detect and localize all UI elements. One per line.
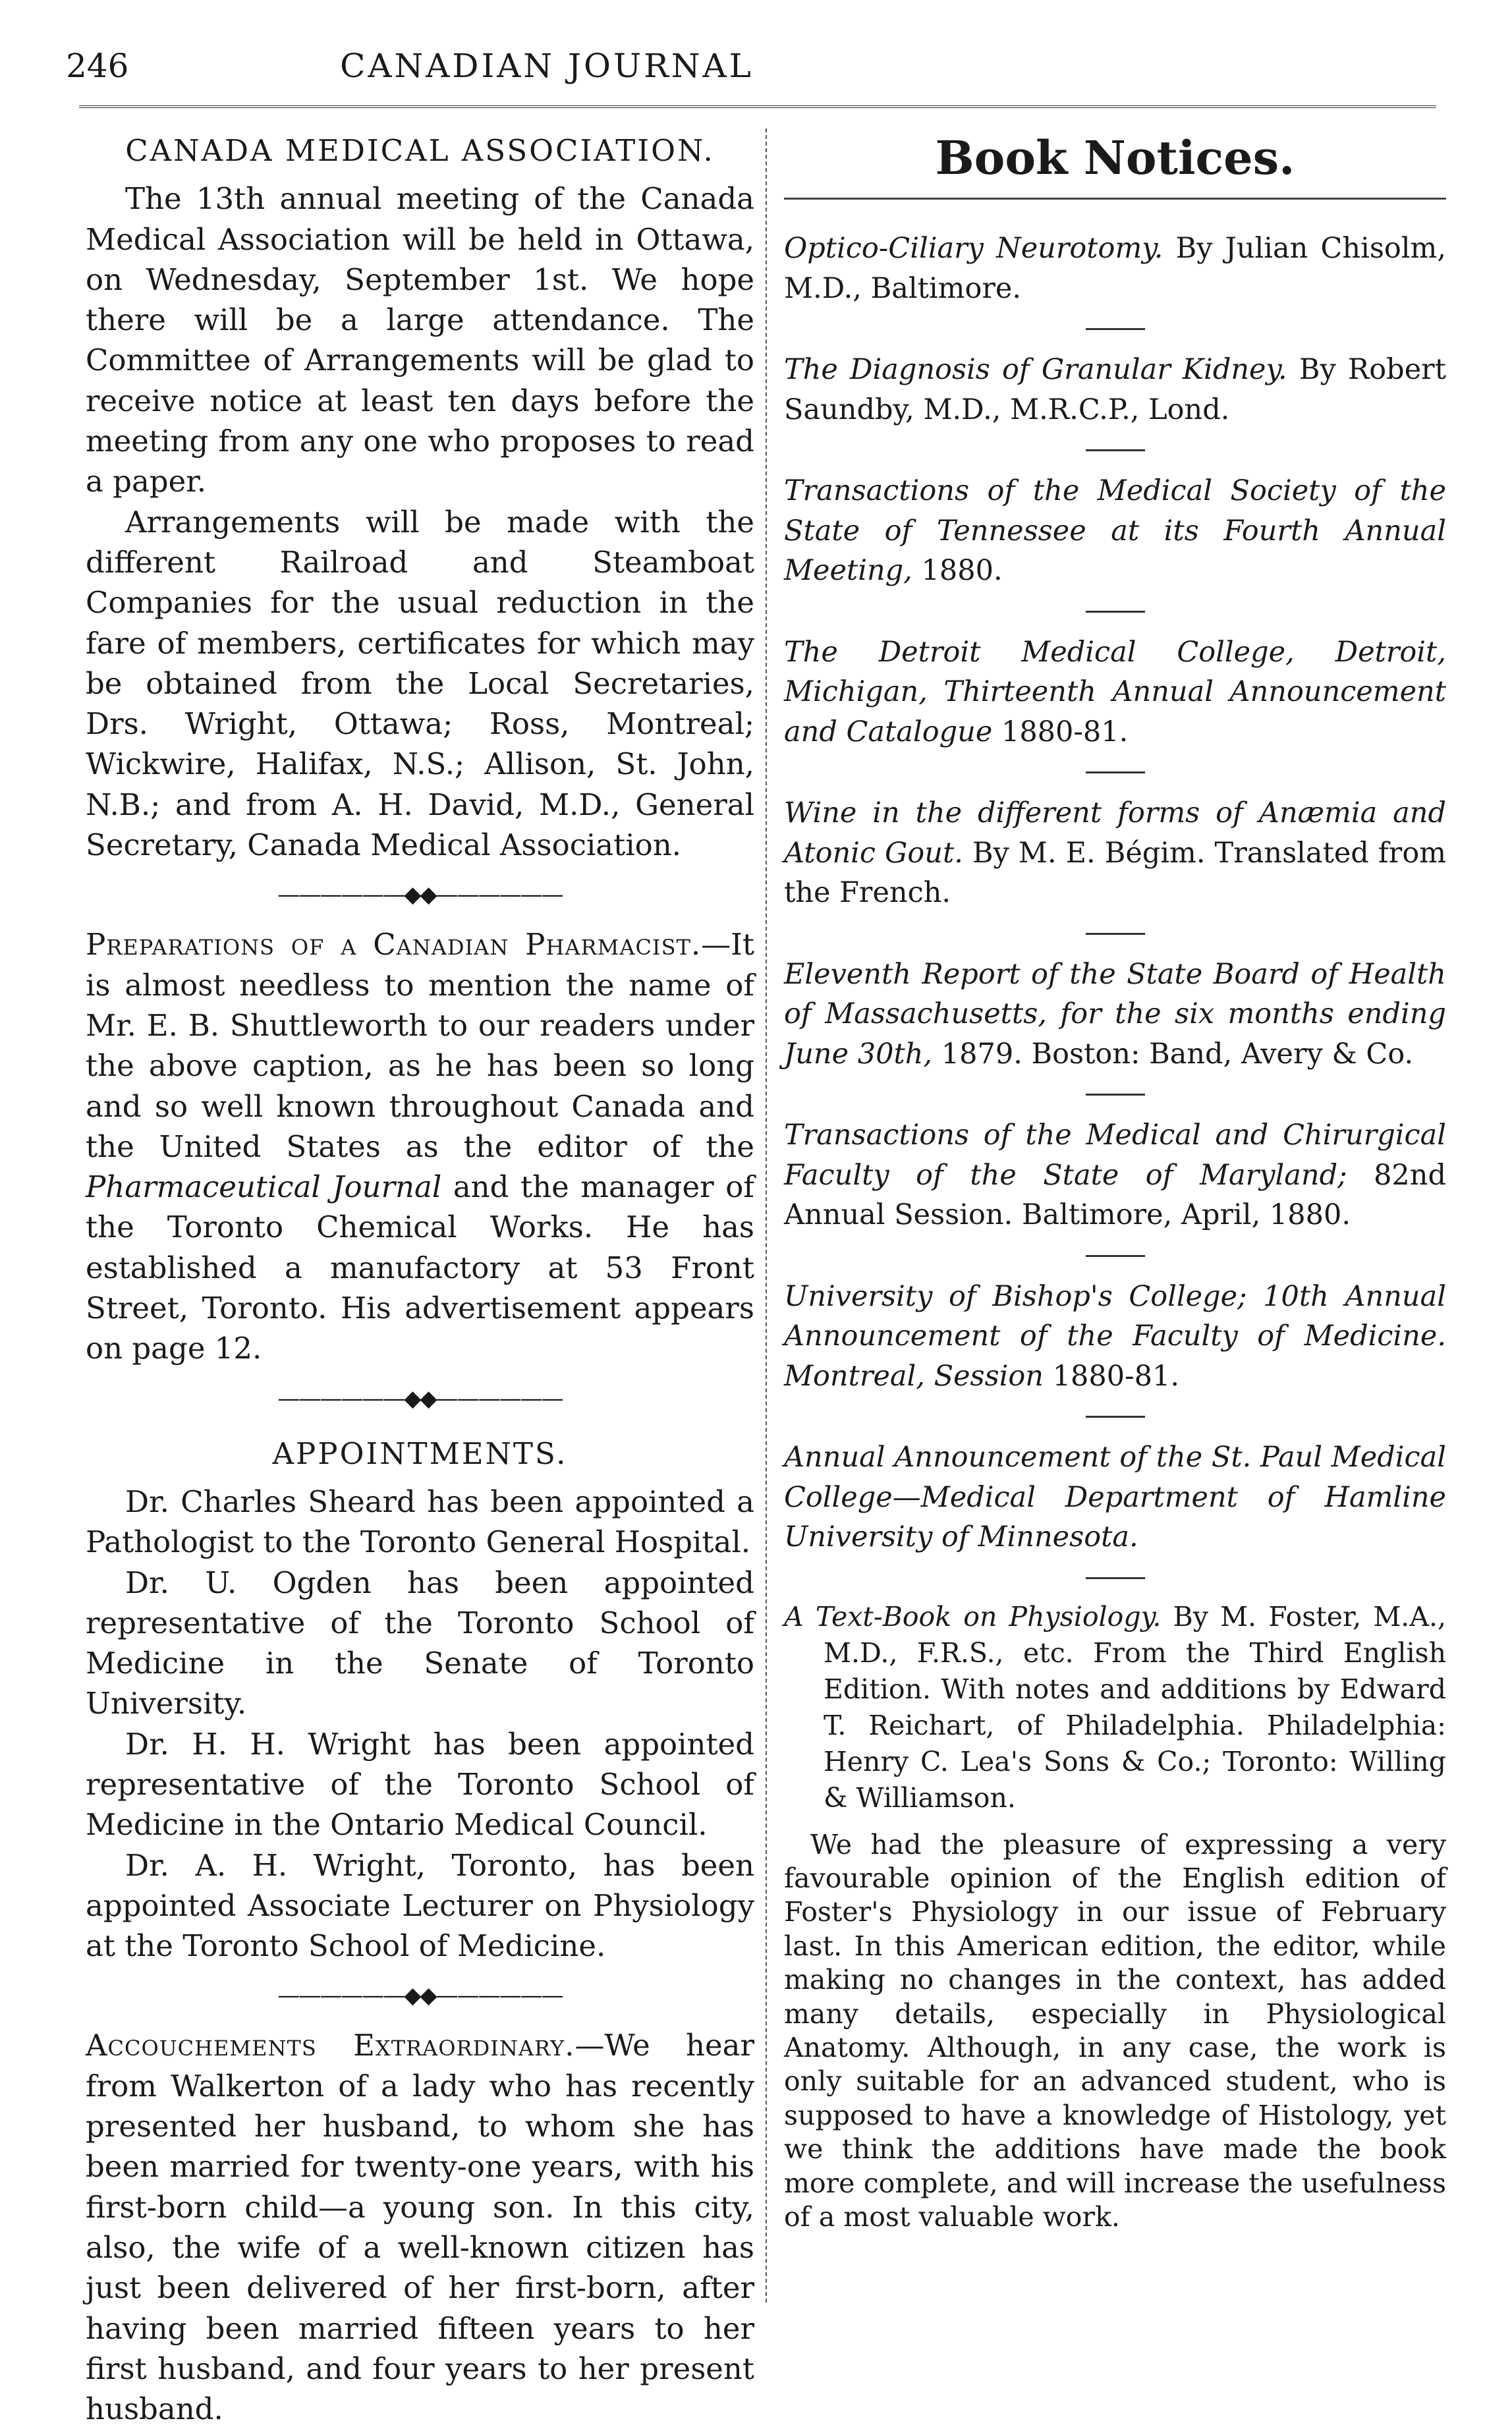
notice-title: The Diagnosis of Granular Kidney. xyxy=(784,353,1287,386)
notice-separator xyxy=(1086,1094,1145,1096)
book-notice xyxy=(784,1438,1446,1557)
accouchements-text: —We hear from Walkerton of a lady who has recently presented her husband, to whom she has been married for twenty-one years, with his first-born child—a young son. In this city, also, the wife of a well-known citizen has just been delivered of her first-born, after having been married fifteen years to her first husband, and four years to her present husband. xyxy=(86,2028,754,2427)
appointment-item: Dr. A. H. Wright, Toronto, has been appointed Associate Lecturer on Physiology at the Toronto School of Medicine. xyxy=(86,1847,754,1964)
book-notice xyxy=(784,793,1446,913)
pharmacist-article xyxy=(86,924,754,1368)
accouchements-title: Accouchements Extraordinary. xyxy=(86,2028,575,2063)
appointments-heading: APPOINTMENTS. xyxy=(272,1436,568,1471)
book-notice xyxy=(784,350,1446,430)
foster-details: By M. Foster, M.A., M.D., F.R.S., etc. From the Third English Edition. With notes and additions by Edward T. Reichart, of Philadelphia. Philadelphia: Henry C. Lea's Sons & Co.; Toronto: Willing & Williamson. xyxy=(824,1600,1447,1814)
notice-separator xyxy=(1086,933,1145,935)
appointment-item: Dr. Charles Sheard has been appointed a Pathologist to the Toronto General Hospital. xyxy=(86,1484,754,1560)
pharmacist-text-2: and the manager of the Toronto Chemical Works. He has established a manufactory at 53 Front Street, Toronto. His advertisement appears on page 12. xyxy=(86,1169,754,1366)
notice-separator xyxy=(1086,328,1145,330)
running-head xyxy=(66,40,1443,92)
book-notice xyxy=(784,632,1446,752)
header-rule xyxy=(79,105,1436,108)
notice-details: By Robert Saundby, M.D., M.R.C.P., Lond. xyxy=(784,353,1446,426)
notice-separator xyxy=(1086,449,1145,451)
section-ornament: ——————◆◆—————— xyxy=(277,1385,563,1412)
accouchements-article xyxy=(86,2025,754,2429)
book-notice xyxy=(784,1277,1446,1397)
foster-review: We had the pleasure of expressing a very favourable opinion of the English edition of Foster's Physiology in our issue of February last. In this American edition, the editor, while making no changes in the context, has added many details, especially in Physiological Anatomy. Although, in any case, the work is only suitable for an advanced student, who is supposed to have a knowledge of Histology, yet we think the additions have made the book more complete, and will increase the usefulness of a most valuable work. xyxy=(784,1828,1446,2233)
book-notice xyxy=(784,955,1446,1075)
book-notices-heading: Book Notices. xyxy=(935,130,1295,185)
book-notice xyxy=(784,471,1446,591)
notice-details: By Julian Chisolm, M.D., Baltimore. xyxy=(784,232,1446,305)
section-ornament: ——————◆◆—————— xyxy=(277,881,563,908)
notice-separator xyxy=(1086,611,1145,613)
notice-title: Eleventh Report of the State Board of Health of Massachusetts, for the six months ending June 30th, xyxy=(784,957,1446,1071)
notice-details: 1880-81. xyxy=(992,715,1129,748)
notice-details: 82nd Annual Session. Baltimore, April, 1880. xyxy=(784,1158,1447,1231)
notice-separator xyxy=(1086,1416,1145,1418)
notice-separator xyxy=(1086,771,1145,773)
section-ornament: ——————◆◆—————— xyxy=(277,1982,563,2009)
notice-title: Transactions of the Medical Society of the State of Tennessee at its Fourth Annual Meeting, xyxy=(784,474,1446,587)
right-column xyxy=(784,125,1446,2234)
notice-details: 1879. Boston: Band, Avery & Co. xyxy=(932,1037,1414,1071)
notice-separator xyxy=(1086,1255,1145,1257)
notice-details: By M. E. Bégim. Translated from the French. xyxy=(784,836,1446,909)
foster-notice xyxy=(784,1599,1446,1816)
appointment-item: Dr. U. Ogden has been appointed representative of the Toronto School of Medicine in the Senate of Toronto University. xyxy=(86,1565,754,1721)
notice-title: Transactions of the Medical and Chirurgical Faculty of the State of Maryland; xyxy=(784,1119,1446,1192)
notice-details: 1880-81. xyxy=(1044,1359,1180,1393)
notice-title: Annual Announcement of the St. Paul Medical College—Medical Department of Hamline University of Minnesota. xyxy=(784,1441,1446,1553)
cma-paragraph-1: The 13th annual meeting of the Canada Medical Association will be held in Ottawa, on Wednesday, September 1st. We hope there will be a large attendance. The Committee of Arrangements will be glad to receive notice at least ten days before the meeting from any one who proposes to read a paper. xyxy=(86,181,754,499)
foster-title: A Text-Book on Physiology. xyxy=(784,1600,1162,1633)
appointment-item: Dr. H. H. Wright has been appointed representative of the Toronto School of Medicine in the Ontario Medical Council. xyxy=(86,1726,754,1843)
pharmacist-title: Preparations of a Canadian Pharmacist. xyxy=(86,927,702,963)
notice-title: Wine in the different forms of Anæmia and Atonic Gout. xyxy=(784,796,1446,870)
page-number: 246 xyxy=(66,47,129,85)
notice-title: The Detroit Medical College, Detroit, Michigan, Thirteenth Annual Announcement and Catalogue xyxy=(784,635,1446,748)
heading-rule xyxy=(784,198,1446,200)
book-notice xyxy=(784,229,1446,308)
left-column xyxy=(86,125,754,2429)
notice-title: Optico-Ciliary Neurotomy. xyxy=(784,232,1163,265)
notice-title: University of Bishop's College; 10th Annual Announcement of the Faculty of Medicine. Montreal, Session xyxy=(784,1279,1446,1393)
pharmacist-journal-name: Pharmaceutical Journal xyxy=(86,1169,442,1205)
notice-details: 1880. xyxy=(912,554,1003,587)
journal-title: CANADIAN JOURNAL xyxy=(340,47,754,85)
book-notice xyxy=(784,1115,1446,1235)
pharmacist-text-1: —It is almost needless to mention the name of Mr. E. B. Shuttleworth to our readers under the above caption, as he has been so long and so well known throughout Canada and the United States as the editor of the xyxy=(86,927,754,1164)
cma-paragraph-2: Arrangements will be made with the different Railroad and Steamboat Companies for the usual reduction in the fare of members, certificates for which may be obtained from the Local Secretaries, Drs. Wright, Ottawa; Ross, Montreal; Wickwire, Halifax, N.S.; Allison, St. John, N.B.; and from A. H. David, M.D., General Secretary, Canada Medical Association. xyxy=(86,504,754,863)
column-divider xyxy=(766,128,767,2303)
cma-heading: CANADA MEDICAL ASSOCIATION. xyxy=(125,133,715,168)
notice-separator xyxy=(1086,1577,1145,1579)
